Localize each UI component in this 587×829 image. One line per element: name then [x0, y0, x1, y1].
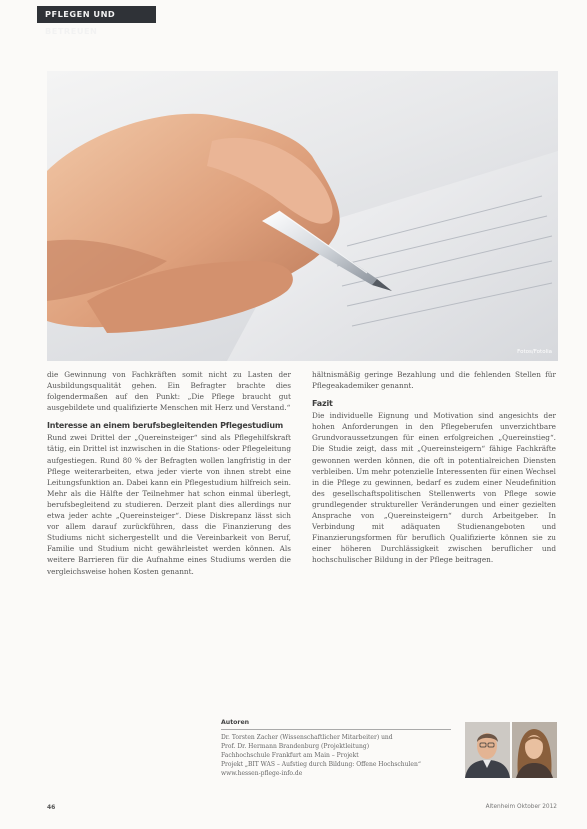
right-column [312, 369, 556, 566]
author-box [221, 719, 461, 778]
left-body-paragraph: Rund zwei Drittel der „Quereinsteiger“ sind als Pflegehilfskraft tätig, ein Drittel ist inzwischen in die Stations- oder Pflegeleitung aufgestiegen. Rund 80 % der Befragten wollen langfristig in der Pflege weiterarbeiten, etwa jeder vierte von ihnen strebt eine Leitungsfunktion an. Dabei kann ein Pflegestudium hilfreich sein. Mehr als die Hälfte der Teilnehmer hat schon einmal überlegt, berufsbegleitend zu studieren. Derzeit plant dies allerdings nur etwa jeder achte „Quereinsteiger“. Diese Diskrepanz lässt sich vor allem darauf zurückführen, dass die Finanzierung des Studiums nicht sichergestellt und die Vereinbarkeit von Beruf, Familie und Studium nicht gewährleistet werden können. Als weitere Barrieren für die Aufnahme eines Studiums werden die vergleichsweise hohen Kosten genannt. [47, 433, 291, 576]
left-intro-paragraph: die Gewinnung von Fachkräften somit nicht zu Lasten der Ausbildungsqualität gehen. Ein Befragter brachte dies folgendermaßen auf den Punkt: „Die Pflege braucht gut ausgebildete und qualifizierte Menschen mit Herz und Verstand.“ [47, 370, 291, 413]
photo-credit: Fotos/Fotolia [517, 349, 552, 355]
section-tag: PFLEGEN UND BETREUEN [37, 6, 156, 23]
right-intro-paragraph: hältnismäßig geringe Bezahlung und die fehlenden Stellen für Pflegeakademiker genannt. [312, 370, 556, 391]
author-line: Projekt „BIT WAS – Aufstieg durch Bildung: Offene Hochschulen“ [221, 760, 421, 768]
author-line: Prof. Dr. Hermann Brandenburg (Projektleitung) [221, 742, 370, 750]
author-line: Dr. Torsten Zacher (Wissenschaftlicher Mitarbeiter) und [221, 733, 393, 741]
left-column [47, 369, 291, 577]
author-portrait-1 [465, 722, 510, 778]
author-label: Autoren [221, 719, 451, 730]
magazine-issue: Altenheim Oktober 2012 [485, 804, 557, 810]
author-portrait-2 [512, 722, 557, 778]
author-website[interactable]: www.hessen-pflege-info.de [221, 769, 303, 777]
author-line: Fachhochschule Frankfurt am Main – Projekt [221, 751, 359, 759]
fazit-paragraph: Die individuelle Eignung und Motivation sind angesichts der hohen Anforderungen in den Pflegeberufen unverzichtbare Grundvoraussetzungen für einen erfolgreichen „Quereinstieg“. Die Studie zeigt, dass mit „Quereinsteigern“ fähige Fachkräfte gewonnen werden können, die oft in potentialreichen Diensten verbleiben. Um mehr potenzielle Interessenten für einen Wechsel in die Pflege zu gewinnen, bedarf es zudem einer Neudefinition des gesellschaftspolitischen Stellenwerts von Pflege sowie grundlegender struktureller Veränderungen und einer gezielten Ansprache von „Quereinsteigern“ durch Arbeitgeber. In Verbindung mit adäquaten Studienangeboten und Finanzierungsformen für beruflich Qualifizierte können sie zu einer höheren Durchlässigkeit zwischen beruflicher und hochschulischer Bildung in der Pflege beitragen. [312, 411, 556, 565]
hand-pen-illustration [47, 71, 558, 361]
page-number: 46 [47, 804, 56, 811]
fazit-heading: Fazit [312, 399, 333, 409]
hand-writing-photo [47, 71, 558, 361]
left-section-heading: Interesse an einem berufsbegleitenden Pflegestudium [47, 421, 283, 431]
